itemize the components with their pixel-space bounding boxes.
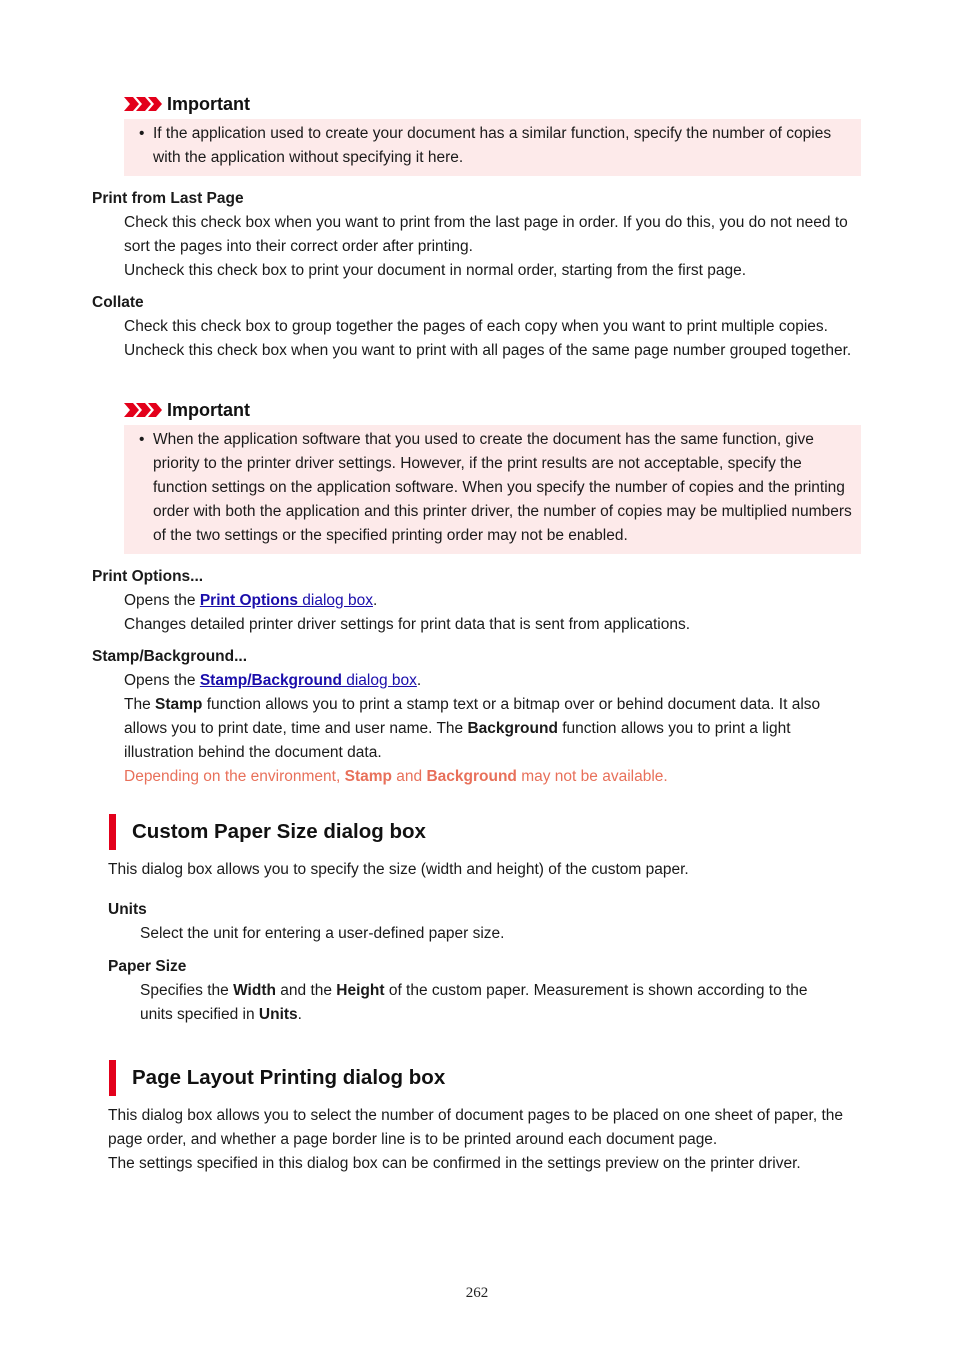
desc-units: Select the unit for entering a user-defined paper size. (140, 925, 505, 942)
section-marker (109, 1060, 116, 1096)
section-title-custom-paper-size: Custom Paper Size dialog box (132, 820, 426, 843)
print-options-dialog-link[interactable]: Print Options dialog box (199, 592, 373, 609)
stamp-background-explanation: The Stamp function allows you to print a stamp text or a bitmap over or behind document data. It also allows you to print date, time and user name. The Background function allows you to print a light illustration behind the document data. (124, 696, 821, 761)
term-print-options: Print Options... (92, 568, 204, 585)
important-title: Important (167, 400, 250, 420)
important-box-2 (124, 425, 861, 554)
page-number: 262 (465, 1285, 489, 1301)
important-chevrons-icon (124, 403, 162, 417)
page-layout-description: This dialog box allows you to select the number of document pages to be placed on one sheet of paper, the page order, and whether a page border line is to be printed around each document page. The settings specified in this dialog box can be confirmed in the settings preview on the printer driver. (108, 1107, 844, 1172)
important-box-1 (124, 119, 861, 176)
desc-stamp-background: Opens the Stamp/Background dialog box. The Stamp function allows you to print a stamp text or a bitmap over or behind document data. It also allows you to print date, time and user name. The Background function allows you to print a light illustration behind the document data. Depending on the environment, Stamp and Background may not be available. (124, 669, 859, 789)
term-paper-size: Paper Size (108, 958, 187, 975)
custom-paper-intro: This dialog box allows you to specify the size (width and height) of the custom paper. (108, 861, 689, 878)
term-collate: Collate (92, 294, 144, 311)
important-chevrons-icon (124, 97, 162, 111)
important-item: • When the application software that you used to create the document has the same function, give priority to the printer driver settings. However, if the print results are not acceptable, specify the function settings on the application software. When you specify the number of copies and the printing order with both the application and this printer driver, the number of copies may be multiplied numbers of the two settings or the specified printing order may not be enabled. (138, 428, 855, 548)
term-stamp-background: Stamp/Background... (92, 648, 248, 665)
important-heading-1 (124, 93, 250, 115)
desc-paper-size: Specifies the Width and the Height of the custom paper. Measurement is shown according to the units specified in Units. (140, 982, 808, 1023)
desc-collate: Check this check box to group together the pages of each copy when you want to print multiple copies. Uncheck this check box when you want to print with all pages of the same page number grouped together. (124, 318, 852, 359)
important-item: • If the application used to create your document has a similar function, specify the number of copies with the application without specifying it here. (138, 122, 855, 170)
desc-print-options: Opens the Print Options dialog box. Changes detailed printer driver settings for print data that is sent from applications. (124, 592, 691, 633)
stamp-background-dialog-link[interactable]: Stamp/Background dialog box (199, 672, 417, 689)
term-print-from-last-page: Print from Last Page (92, 190, 244, 207)
availability-note: Depending on the environment, Stamp and Background may not be available. (124, 768, 668, 785)
important-heading-2 (124, 399, 250, 421)
section-title-page-layout-printing: Page Layout Printing dialog box (132, 1066, 446, 1089)
term-units: Units (108, 901, 147, 918)
important-title: Important (167, 94, 250, 114)
desc-print-from-last-page: Check this check box when you want to print from the last page in order. If you do this, you do not need to sort the pages into their correct order after printing. Uncheck this check box to print your document in normal order, starting from the first page. (124, 214, 848, 279)
section-marker (109, 814, 116, 850)
